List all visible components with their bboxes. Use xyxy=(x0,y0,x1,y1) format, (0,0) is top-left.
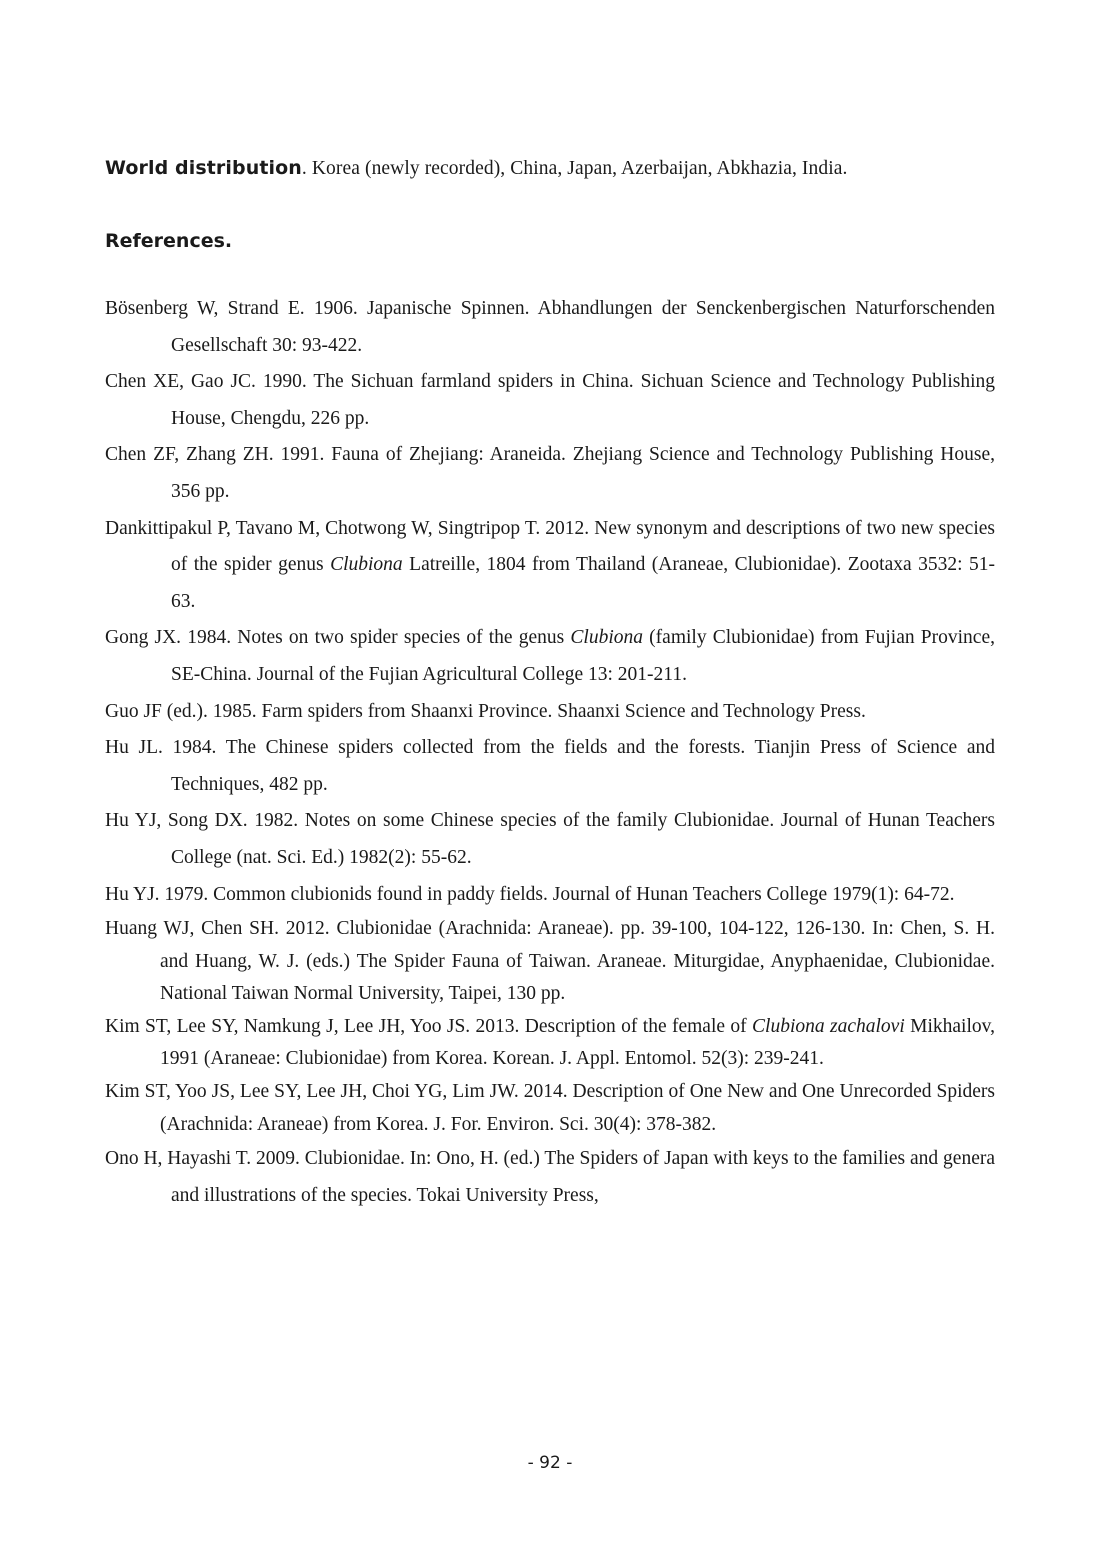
reference-item xyxy=(105,730,995,803)
reference-text: Huang WJ, Chen SH. 2012. Clubionidae (Arachnida: Araneae). pp. 39-100, 104-122, 126-130. In: Chen, S. H. and Huang, W. J. (eds.) The Spider Fauna of Taiwan. Araneae. Miturgidae, Anyphaenidae, Clubionidae. National Taiwan Normal University, Taipei, 130 pp. xyxy=(105,918,995,1005)
reference-item xyxy=(105,694,995,731)
reference-item xyxy=(105,511,995,621)
reference-text-tail: Latreille, 1804 from Thailand (Araneae, Clubionidae). Zootaxa 3532: 51-63. xyxy=(171,554,995,612)
reference-item xyxy=(105,1011,995,1076)
reference-item xyxy=(105,803,995,876)
reference-text: Hu YJ, Song DX. 1982. Notes on some Chinese species of the family Clubionidae. Journal of Hunan Teachers College (nat. Sci. Ed.) 1982(2): 55-62. xyxy=(105,810,995,868)
reference-item xyxy=(105,1076,995,1141)
reference-text: Bösenberg W, Strand E. 1906. Japanische Spinnen. Abhandlungen der Senckenbergischen Naturforschenden Gesellschaft 30: 93-422. xyxy=(105,298,995,356)
references-heading: References. xyxy=(105,230,233,252)
reference-text: Guo JF (ed.). 1985. Farm spiders from Shaanxi Province. Shaanxi Science and Technology Press. xyxy=(105,700,866,722)
reference-text-tail: (family Clubionidae) from Fujian Province, SE-China. Journal of the Fujian Agricultural College 13: 201-211. xyxy=(171,627,995,685)
reference-text: Dankittipakul P, Tavano M, Chotwong W, Singtripop T. 2012. New synonym and descriptions of two new species of the spider genus xyxy=(105,517,995,576)
reference-italic: Clubiona xyxy=(330,554,403,576)
reference-item xyxy=(105,1141,995,1214)
reference-text: Gong JX. 1984. Notes on two spider species of the genus xyxy=(105,627,571,649)
reference-text: Kim ST, Lee SY, Namkung J, Lee JH, Yoo JS. 2013. Description of the female of xyxy=(105,1015,753,1037)
reference-item xyxy=(105,877,995,914)
reference-item xyxy=(105,291,995,364)
world-distribution-label: World distribution xyxy=(105,157,302,179)
reference-text: Hu JL. 1984. The Chinese spiders collected from the fields and the forests. Tianjin Press of Science and Techniques, 482 pp. xyxy=(105,737,995,795)
reference-text: Kim ST, Yoo JS, Lee SY, Lee JH, Choi YG, Lim JW. 2014. Description of One New and One Unrecorded Spiders (Arachnida: Araneae) from Korea. J. For. Environ. Sci. 30(4): 378-382. xyxy=(105,1081,995,1135)
reference-item xyxy=(105,437,995,510)
page-body xyxy=(105,150,995,1214)
reference-list xyxy=(105,291,995,1214)
world-distribution xyxy=(105,150,995,187)
reference-italic: Clubiona zachalovi xyxy=(752,1015,905,1037)
reference-text: Hu YJ. 1979. Common clubionids found in paddy fields. Journal of Hunan Teachers College 1979(1): 64-72. xyxy=(105,883,955,905)
reference-text: Ono H, Hayashi T. 2009. Clubionidae. In: Ono, H. (ed.) The Spiders of Japan with keys to the families and genera and illustrations of the species. Tokai University Press, xyxy=(105,1148,995,1206)
reference-item xyxy=(105,913,995,1011)
reference-item xyxy=(105,364,995,437)
reference-text: Chen ZF, Zhang ZH. 1991. Fauna of Zhejiang: Araneida. Zhejiang Science and Technology Publishing House, 356 pp. xyxy=(105,444,995,502)
reference-text: Chen XE, Gao JC. 1990. The Sichuan farmland spiders in China. Sichuan Science and Technology Publishing House, Chengdu, 226 pp. xyxy=(105,371,995,429)
page-number: - 92 - xyxy=(527,1453,573,1473)
reference-italic: Clubiona xyxy=(570,627,643,649)
reference-item xyxy=(105,620,995,693)
world-distribution-text: . Korea (newly recorded), China, Japan, Azerbaijan, Abkhazia, India. xyxy=(301,158,848,179)
reference-text-tail: Mikhailov, 1991 (Araneae: Clubionidae) from Korea. Korean. J. Appl. Entomol. 52(3): 239-241. xyxy=(160,1015,996,1070)
